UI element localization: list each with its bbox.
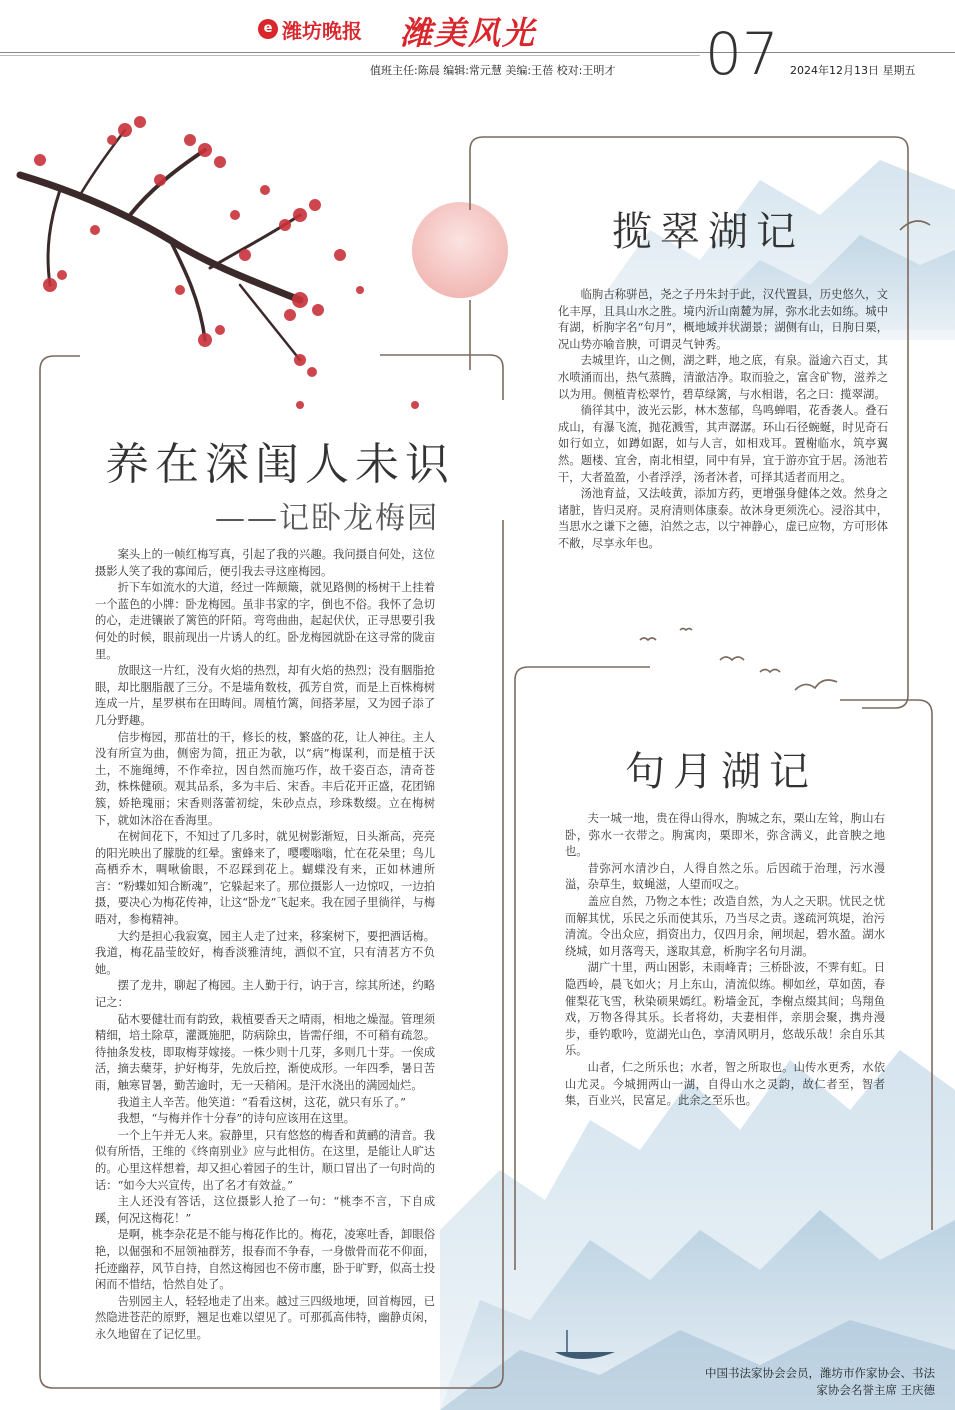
author-line-1: 中国书法家协会会员，潍坊市作家协会、书法 [705,1366,935,1380]
article-subtitle-wolong: ——记卧龙梅园 [215,501,439,536]
sun-circle [412,202,508,298]
paragraph: 汤池育益，又法岐黄，添加方药，更增强身健体之效。然身之诸脏，皆归灵府。灵府清则体康泰。故沐身更须洗心。浸浴其中，当思水之谦下之德，泊然之志，以宁神静心，虚已应物，方可形体不敝，尽享永年也。 [558,487,888,550]
page-number: 07 [705,20,779,88]
paragraph: 夫一城一地，贵在得山得水，朐城之东，栗山左耸，朐山右卧，弥水一衣带之。朐寓肉，栗即米，弥含满义，此音腴之地也。 [565,812,885,859]
author-credit [635,1365,935,1399]
paragraph: 主人还没有答话，这位摄影人抢了一句：“桃李不言，下自成蹊，何况这梅花！” [95,1195,435,1225]
section-title: 潍美风光 [400,14,537,52]
paragraph: 在树间花下，不知过了几多时，就见树影渐短，日头渐高，亮亮的阳光映出了朦胧的红晕。蜜蜂来了，嘤嘤嗡嗡，忙在花朵里；鸟儿高栖乔木，啁啾偷眼，不忍踩到花上。蝴蝶没有来，正如林逋所言：“粉蝶如知合断魂”，它躲起来了。那位摄影人一边惊叹，一边拍摄，要决心为梅花传神，让这“卧龙”飞起来。我在园子里徜徉，与梅晤对，参梅精神。 [95,830,435,927]
paragraph: 告别园主人，轻轻地走了出来。越过三四级地埂，回首梅园，已然隐进苍茫的原野，翘足也难以望见了。可那孤高伟特，幽静贞闲，永久地留在了记忆里。 [95,1294,435,1341]
paragraph: 放眼这一片红，没有火焰的热烈，却有火焰的热烈；没有胭脂抢眼，却比胭脂靓了三分。不是墙角数枝，孤芳自赏，而是上百株梅树连成一片，星罗棋布在田畴间。周植竹篱，间搭茅屋，又为园子添了几分野趣。 [95,664,435,727]
newspaper-logo [258,14,393,44]
article-title-lancui: 揽翠湖记 [612,209,804,255]
header-rule [0,52,955,53]
paragraph: 去城里许，山之侧，湖之畔，地之底，有泉。溢逾六百丈，其水喷涌而出，热气蒸腾，清澈洁净。取而验之，富含矿物，滋养之以为用。侧植青松翠竹，碧草绿篱，与水相谐，名之曰：揽翠湖。 [558,354,888,401]
paragraph: 案头上的一帧红梅写真，引起了我的兴趣。我问摄自何处，这位摄影人笑了我的寡闻后，便引我去寻这座梅园。 [95,548,435,578]
article-body-wolong [95,547,435,1344]
paragraph: 折下车如流水的大道，经过一阵颠簸，就见路侧的杨树干上挂着一个蓝色的小牌：卧龙梅园。虽非书家的字，倒也不俗。我怀了急切的心，走进镶嵌了篱笆的阡陌。弯弯曲曲，起起伏伏，正寻思要引我何处的时候，眼前现出一片诱人的红。卧龙梅园就卧在这寻常的陇亩里。 [95,581,435,661]
paragraph: 徜徉其中，波光云影，林木葱郁，鸟鸣蝉唱，花香袭人。叠石成山，有瀑飞流，抛花溅雪，其声潺潺。环山石径蜿蜒，时见奇石如行如立，如蹲如踞，如与人言，如相戏耳。置榭临水，筑亭翼然。题楼、宜舍，南北相望，同中有异，宜于游亦宜于居。汤池若干，大者盈盈，小者浮浮，汤者沐者，可择其适者而用之。 [558,404,888,484]
paragraph: 盖应自然，乃物之本性；改造自然，为人之天职。忧民之忧而解其忧，乐民之乐而使其乐，乃当尽之责。遂疏河筑堤，治污清流。令出众应，捐资出力，仅四月余，闸坝起，碧水盈。湖水绕城，如月落弯天，遂取其意，析朐字名句月湖。 [565,894,885,958]
paragraph: 临朐古称骈邑，尧之子丹朱封于此，汉代置县，历史悠久，文化丰厚，且具山水之胜。境内沂山南麓为屏，弥水北去如练。城中有湖，析朐字名“句月”，概地域并状湖景；湖侧有山，日朐日栗，况山势亦喻音腴，可谓灵气钟秀。 [558,288,888,351]
paragraph: 砧木要健壮而有韵致，栽植要香天之晴雨，相地之燥湿。管理须精细，培土除草，灌溉施肥，防病除虫，皆需仔细，不可稍有疏忽。待抽条发枝，即取梅芽嫁接。一株少则十几芽，多则几十芽。一俟成活，摘去蘖芽，护好梅芽，先放后控，渐使成形。一年四季，暑日苦雨，触寒冒暑，勤苦逾时，无一天稍闲。是汗水浇出的满园灿烂。 [95,1012,435,1092]
paragraph: 大约是担心我寂寞，园主人走了过来，移案树下，要把酒话梅。我道，梅花晶莹皎好，梅香淡雅清纯，酒似不宜，只有清茗方不负她。 [95,929,435,976]
paragraph: 是啊，桃李杂花是不能与梅花作比的。梅花，凌寒吐香，卸眼俗艳，以倔强和不屈领袖群芳，报春而不争春，一身傲骨而花不仰面，托迹幽荐，风节自持，自然这梅园也不傍市廛，卧于旷野，似高士投闲而不惜结，恰然自处了。 [95,1228,435,1292]
article-body-lancui [558,287,888,553]
article-body-gouyue [565,811,885,1110]
plum-blossom-branch [20,130,300,360]
paragraph: 湖广十里，两山困影，未雨峰青；三桥卧波，不霁有虹。日隐西岭，晨飞如火；月上东山，清流似练。柳如丝，草如茵，春催梨花飞雪，秋染硕果嫣红。粉墙金瓦，李榭点缀其间；鸟翔鱼戏，万物各得其乐。长者将幼，夫妻相伴，亲朋会聚，携舟漫步，垂钓歌吟，览湖光山色，享清风明月，悠哉乐哉！余自乐其乐。 [565,961,885,1058]
article-title-gouyue: 句月湖记 [625,749,817,795]
paragraph: 摆了龙井，聊起了梅园。主人勤于行，讷于言，综其所述，约略记之： [95,979,435,1010]
article-title-wolong: 养在深闺人未识 [105,439,455,490]
issue-date: 2024年12月13日 星期五 [790,64,916,77]
staff-credits: 值班主任:陈晨 编辑:常元慧 美编:王蓓 校对:王明才 [370,64,616,77]
logo-mark-icon: e [258,19,278,39]
paragraph: 信步梅园，那苗壮的干，修长的枝，繁盛的花，让人神往。主人没有所宣为曲，侧密为简，扭正为欹，以“病”梅谋利，而是植于沃土，不施绳缚，不作牵拉，因自然而施巧作，故千姿百态，清奇苍劲，株株健硕。观其品系，多为丰后、宋香。丰后花开正盛，花团锦簇，娇艳瑰丽；宋香则落蕾初绽，朱砂点点，珍珠数缀。立在梅树下，就如沐浴在香海里。 [95,730,435,827]
paragraph: 一个上午并无人来。寂静里，只有悠悠的梅香和黄鹂的清音。我似有所悟，王维的《终南别业》应与此相仿。在这里，是能让人旷达的。心里这样想着，却又担心着园子的生计，顺口冒出了一句时尚的话：“如今大兴宣传，出了名才有效益。” [95,1128,435,1192]
plum-blossoms [34,116,419,409]
paragraph: 我想，“与梅并作十分春”的诗句应该用在这里。 [117,1112,356,1126]
author-line-2: 家协会名誉主席 王庆德 [816,1383,935,1397]
paragraph: 山者，仁之所乐也；水者，智之所取也。山传水更秀，水依山尤灵。今城拥两山一湖，自得山水之灵韵，故仁者至，智者集，百业兴，民富足。此余之至乐也。 [565,1060,885,1108]
paragraph: 我道主人辛苦。他笑道：“看看这树，这花，就只有乐了。” [117,1095,406,1109]
paragraph: 昔弥河水清沙白，人得自然之乐。后因疏于治理，污水漫溢，杂草生，蚊蝇滋，人望而叹之。 [565,861,885,892]
newspaper-name: 潍坊晚报 [282,18,362,43]
header-rule-secondary [0,55,700,56]
